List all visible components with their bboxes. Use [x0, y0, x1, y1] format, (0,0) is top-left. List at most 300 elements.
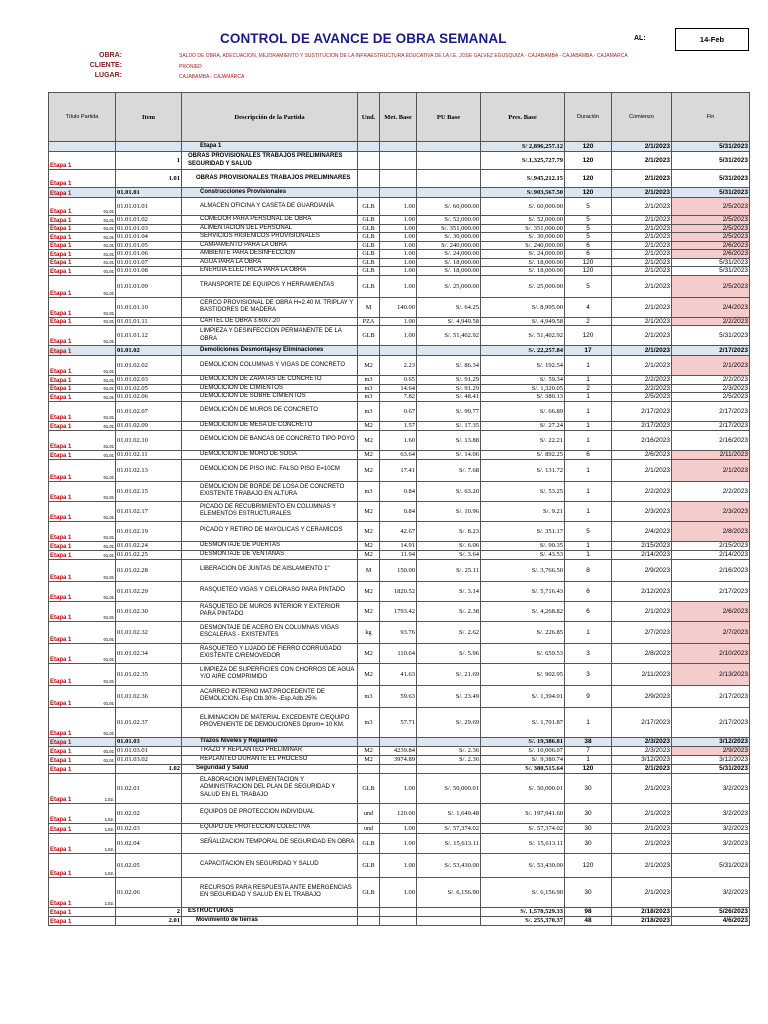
cell-met-base[interactable]: 110.64 [380, 643, 417, 663]
cell-pres-base[interactable]: S/. 59.34 [481, 376, 565, 385]
table-row[interactable] [49, 317, 750, 326]
cell-met-base[interactable]: 93.76 [380, 621, 417, 643]
cell-pu-base[interactable]: S/. 53,430.00 [417, 853, 481, 877]
cell-comienzo[interactable]: 2/15/2023 [612, 541, 672, 550]
cell-und[interactable]: M2 [358, 541, 380, 550]
cell-pu-base[interactable]: S/. 5.96 [417, 643, 481, 663]
cell-fin[interactable]: 2/1/2023 [672, 459, 750, 481]
cell-duracion[interactable]: 6 [565, 250, 612, 259]
cell-titulo[interactable] [49, 198, 116, 216]
cell-duracion[interactable]: 38 [565, 737, 612, 746]
cell-pu-base[interactable]: S/. 60,000.00 [417, 198, 481, 216]
cell-fin[interactable]: 2/6/2023 [672, 601, 750, 621]
cell-pu-base[interactable]: S/. 21.69 [417, 663, 481, 685]
cell-item[interactable]: 01.01.01 [116, 188, 182, 198]
cell-met-base[interactable]: 1.00 [380, 198, 417, 216]
cell-descripcion[interactable]: TRAZO Y REPLANTEO PRELIMINAR [182, 746, 358, 755]
cell-item[interactable]: 01.01.01.04 [116, 233, 182, 242]
cell-descripcion[interactable]: OBRAS PROVISIONALES TRABAJOS PRELIMINARES [182, 170, 358, 188]
cell-titulo[interactable] [49, 601, 116, 621]
cell-fin[interactable]: 5/31/2023 [672, 764, 750, 773]
table-row[interactable] [49, 250, 750, 259]
cell-met-base[interactable]: 57.71 [380, 707, 417, 737]
table-row[interactable] [49, 481, 750, 501]
cell-pres-base[interactable]: S/. 1,320.05 [481, 384, 565, 393]
cell-fin[interactable]: 3/2/2023 [672, 877, 750, 907]
cell-descripcion[interactable]: DEMOLICION DE BORDE DE LOSA DE CONCRETO EXISTENTE TRABAJO EN ALTURA [182, 481, 358, 501]
cell-pu-base[interactable]: S/. 15,613.11 [417, 833, 481, 853]
cell-pu-base[interactable]: S/. 48.41 [417, 393, 481, 402]
cell-descripcion[interactable]: ESTRUCTURAS [182, 907, 358, 916]
cell-comienzo[interactable]: 2/1/2023 [612, 297, 672, 317]
cell-pres-base[interactable]: S/. 15,613.11 [481, 833, 565, 853]
cell-duracion[interactable]: 1 [565, 356, 612, 376]
cell-comienzo[interactable]: 2/1/2023 [612, 267, 672, 276]
cell-item[interactable]: 01.01.01.03 [116, 224, 182, 233]
cell-pu-base[interactable]: S/. 17.35 [417, 421, 481, 430]
table-row[interactable] [49, 877, 750, 907]
cell-pu-base[interactable]: S/. 18,000.00 [417, 267, 481, 276]
cell-pu-base[interactable]: S/. 30,000.00 [417, 233, 481, 242]
cell-met-base[interactable]: 1.00 [380, 853, 417, 877]
cell-met-base[interactable] [380, 142, 417, 152]
cell-comienzo[interactable]: 2/1/2023 [612, 170, 672, 188]
cell-titulo[interactable] [49, 346, 116, 356]
cell-item[interactable]: 1 [116, 152, 182, 170]
cell-met-base[interactable]: 1.00 [380, 241, 417, 250]
cell-titulo[interactable] [49, 459, 116, 481]
cell-titulo[interactable] [49, 152, 116, 170]
cell-duracion[interactable]: 30 [565, 833, 612, 853]
cell-met-base[interactable]: 1.00 [380, 773, 417, 803]
cell-und[interactable]: M2 [358, 755, 380, 764]
cell-und[interactable] [358, 737, 380, 746]
cell-pu-base[interactable]: S/. 7.68 [417, 459, 481, 481]
cell-duracion[interactable]: 30 [565, 773, 612, 803]
cell-met-base[interactable]: 0.67 [380, 401, 417, 421]
cell-und[interactable]: GLB [358, 233, 380, 242]
cell-pres-base[interactable]: S/. 380,515.64 [481, 764, 565, 773]
cell-und[interactable]: GLB [358, 275, 380, 297]
cell-duracion[interactable]: 1 [565, 481, 612, 501]
cell-pu-base[interactable]: S/. 10.96 [417, 501, 481, 521]
cell-descripcion[interactable]: ALIMENTACION DEL PERSONAL [182, 224, 358, 233]
table-row[interactable] [49, 188, 750, 198]
cell-pres-base[interactable]: S/. 90.35 [481, 541, 565, 550]
cell-duracion[interactable]: 120 [565, 142, 612, 152]
cell-titulo[interactable] [49, 170, 116, 188]
cell-descripcion[interactable]: DEMOLICION DE MESA DE CONCRETO [182, 421, 358, 430]
cell-duracion[interactable]: 6 [565, 601, 612, 621]
cell-item[interactable]: 1.01 [116, 170, 182, 188]
cell-comienzo[interactable]: 2/3/2023 [612, 737, 672, 746]
cell-und[interactable]: GLB [358, 326, 380, 346]
cell-pu-base[interactable]: S/. 8.23 [417, 521, 481, 541]
table-row[interactable] [49, 823, 750, 833]
cell-pres-base[interactable]: S/. 50,000.01 [481, 773, 565, 803]
cell-met-base[interactable]: 0.84 [380, 481, 417, 501]
cell-duracion[interactable]: 1 [565, 430, 612, 450]
cell-comienzo[interactable]: 2/1/2023 [612, 764, 672, 773]
table-row[interactable] [49, 916, 750, 925]
cell-und[interactable]: GLB [358, 258, 380, 267]
cell-pres-base[interactable]: S/. 380.13 [481, 393, 565, 402]
cell-und[interactable] [358, 142, 380, 152]
cell-item[interactable]: 01.01.02.17 [116, 501, 182, 521]
cell-pres-base[interactable]: S/. 1,394.01 [481, 685, 565, 707]
cell-titulo[interactable] [49, 393, 116, 402]
table-row[interactable] [49, 356, 750, 376]
cell-titulo[interactable] [49, 267, 116, 276]
cell-und[interactable]: M2 [358, 501, 380, 521]
cell-comienzo[interactable]: 2/1/2023 [612, 142, 672, 152]
cell-pres-base[interactable]: S/. 53.25 [481, 481, 565, 501]
cell-descripcion[interactable]: COMEDOR PARA PERSONAL DE OBRA [182, 216, 358, 225]
cell-item[interactable]: 01.01.02.11 [116, 450, 182, 459]
table-row[interactable] [49, 326, 750, 346]
cell-und[interactable]: GLB [358, 267, 380, 276]
cell-item[interactable]: 01.01.02.15 [116, 481, 182, 501]
cell-descripcion[interactable]: CAPACITACION EN SEGURIDAD Y SALUD [182, 853, 358, 877]
table-row[interactable] [49, 450, 750, 459]
cell-fin[interactable]: 2/2/2023 [672, 376, 750, 385]
cell-met-base[interactable]: 4239.84 [380, 746, 417, 755]
cell-und[interactable]: m3 [358, 685, 380, 707]
cell-fin[interactable]: 2/5/2023 [672, 393, 750, 402]
cell-titulo[interactable] [49, 663, 116, 685]
table-row[interactable] [49, 233, 750, 242]
cell-pres-base[interactable]: S/. 10,006.07 [481, 746, 565, 755]
cell-duracion[interactable]: 120 [565, 170, 612, 188]
cell-comienzo[interactable]: 2/11/2023 [612, 663, 672, 685]
cell-und[interactable]: GLB [358, 773, 380, 803]
table-row[interactable] [49, 755, 750, 764]
cell-fin[interactable]: 2/2/2023 [672, 317, 750, 326]
cell-duracion[interactable]: 5 [565, 198, 612, 216]
cell-met-base[interactable]: 1820.52 [380, 581, 417, 601]
cell-descripcion[interactable]: Seguridad y Salud [182, 764, 358, 773]
cell-pres-base[interactable]: S/. 4,268.82 [481, 601, 565, 621]
cell-comienzo[interactable]: 2/1/2023 [612, 773, 672, 803]
cell-pres-base[interactable]: S/. 192.54 [481, 356, 565, 376]
cell-duracion[interactable]: 98 [565, 907, 612, 916]
cell-descripcion[interactable]: DEMOLICION DE PISO INC. FALSO PISO E=10CM [182, 459, 358, 481]
cell-comienzo[interactable]: 2/1/2023 [612, 188, 672, 198]
cell-descripcion[interactable]: DEMOLICION DE BANCAS DE CONCRETO TIPO POYO [182, 430, 358, 450]
cell-titulo[interactable] [49, 384, 116, 393]
cell-duracion[interactable]: 1 [565, 707, 612, 737]
cell-item[interactable]: 01.01.01.08 [116, 267, 182, 276]
cell-titulo[interactable] [49, 501, 116, 521]
cell-pu-base[interactable]: S/. 14.06 [417, 450, 481, 459]
cell-fin[interactable]: 2/11/2023 [672, 450, 750, 459]
cell-pres-base[interactable]: S/. 18,000.00 [481, 267, 565, 276]
cell-titulo[interactable] [49, 746, 116, 755]
cell-und[interactable]: M2 [358, 643, 380, 663]
table-row[interactable] [49, 459, 750, 481]
cell-met-base[interactable] [380, 764, 417, 773]
cell-met-base[interactable]: 1.00 [380, 250, 417, 259]
cell-duracion[interactable]: 5 [565, 275, 612, 297]
cell-pu-base[interactable]: S/. 99.77 [417, 401, 481, 421]
cell-met-base[interactable]: 17.41 [380, 459, 417, 481]
cell-pu-base[interactable]: S/. 29.69 [417, 707, 481, 737]
cell-met-base[interactable]: 1.00 [380, 233, 417, 242]
cell-comienzo[interactable]: 2/1/2023 [612, 241, 672, 250]
cell-fin[interactable]: 2/17/2023 [672, 421, 750, 430]
cell-fin[interactable]: 5/31/2023 [672, 152, 750, 170]
cell-descripcion[interactable]: Construcciones Provisionales [182, 188, 358, 198]
cell-und[interactable]: M2 [358, 521, 380, 541]
cell-met-base[interactable]: 0.84 [380, 501, 417, 521]
cell-fin[interactable]: 5/31/2023 [672, 853, 750, 877]
cell-item[interactable]: 01.01.02.36 [116, 685, 182, 707]
cell-titulo[interactable] [49, 737, 116, 746]
cell-descripcion[interactable]: ENERGIA ELECTRICA PARA LA OBRA [182, 267, 358, 276]
cell-met-base[interactable] [380, 737, 417, 746]
cell-met-base[interactable]: 0.65 [380, 376, 417, 385]
cell-titulo[interactable] [49, 877, 116, 907]
cell-pu-base[interactable]: S/. 57,374.02 [417, 823, 481, 833]
cell-comienzo[interactable]: 2/3/2023 [612, 501, 672, 521]
cell-duracion[interactable]: 48 [565, 916, 612, 925]
cell-pres-base[interactable]: S/. 66.89 [481, 401, 565, 421]
table-row[interactable] [49, 764, 750, 773]
cell-item[interactable]: 01.02.03 [116, 823, 182, 833]
cell-pu-base[interactable] [417, 907, 481, 916]
cell-pu-base[interactable]: S/. 3.14 [417, 581, 481, 601]
cell-comienzo[interactable]: 2/1/2023 [612, 877, 672, 907]
cell-pres-base[interactable]: S/. 19,386.81 [481, 737, 565, 746]
cell-titulo[interactable] [49, 853, 116, 877]
table-row[interactable] [49, 621, 750, 643]
cell-und[interactable]: GLB [358, 198, 380, 216]
cell-pu-base[interactable]: S/. 351,000.00 [417, 224, 481, 233]
cell-descripcion[interactable]: CARTEL DE OBRA 3.60x7.20 [182, 317, 358, 326]
cell-und[interactable]: m3 [358, 376, 380, 385]
cell-comienzo[interactable]: 2/1/2023 [612, 803, 672, 823]
cell-item[interactable]: 01.01.01.10 [116, 297, 182, 317]
cell-met-base[interactable]: 11.94 [380, 550, 417, 559]
cell-duracion[interactable]: 2 [565, 384, 612, 393]
cell-item[interactable]: 01.02.06 [116, 877, 182, 907]
cell-duracion[interactable]: 5 [565, 521, 612, 541]
cell-und[interactable]: kg [358, 621, 380, 643]
cell-comienzo[interactable]: 2/1/2023 [612, 198, 672, 216]
cell-fin[interactable]: 3/12/2023 [672, 737, 750, 746]
table-row[interactable] [49, 550, 750, 559]
cell-fin[interactable]: 2/17/2023 [672, 346, 750, 356]
cell-duracion[interactable]: 30 [565, 823, 612, 833]
cell-descripcion[interactable]: SERVICIOS HIGIENICOS PROVISIONALES [182, 233, 358, 242]
cell-pu-base[interactable]: S/. 1,649.48 [417, 803, 481, 823]
cell-titulo[interactable] [49, 755, 116, 764]
cell-descripcion[interactable]: OBRAS PROVISIONALES TRABAJOS PRELIMINARES SEGURIDAD Y SALUD [182, 152, 358, 170]
cell-und[interactable]: M2 [358, 601, 380, 621]
cell-fin[interactable]: 2/17/2023 [672, 401, 750, 421]
cell-item[interactable]: 01.01.02.37 [116, 707, 182, 737]
cell-fin[interactable]: 5/31/2023 [672, 188, 750, 198]
cell-fin[interactable]: 2/17/2023 [672, 581, 750, 601]
cell-comienzo[interactable]: 2/5/2023 [612, 393, 672, 402]
cell-comienzo[interactable]: 2/1/2023 [612, 275, 672, 297]
cell-item[interactable]: 01.02.04 [116, 833, 182, 853]
cell-descripcion[interactable]: EQUIPO DE PROTECCION COLECTIVA [182, 823, 358, 833]
cell-item[interactable]: 01.01.01.06 [116, 250, 182, 259]
cell-und[interactable]: M2 [358, 356, 380, 376]
table-row[interactable] [49, 258, 750, 267]
cell-comienzo[interactable]: 2/12/2023 [612, 581, 672, 601]
table-row[interactable] [49, 421, 750, 430]
cell-met-base[interactable] [380, 916, 417, 925]
cell-pu-base[interactable] [417, 346, 481, 356]
cell-item[interactable]: 01.01.02.07 [116, 401, 182, 421]
cell-fin[interactable]: 5/26/2023 [672, 907, 750, 916]
cell-titulo[interactable] [49, 421, 116, 430]
cell-pres-base[interactable]: S/.1,325,727.79 [481, 152, 565, 170]
cell-titulo[interactable] [49, 559, 116, 581]
cell-titulo[interactable] [49, 258, 116, 267]
cell-titulo[interactable] [49, 581, 116, 601]
cell-duracion[interactable]: 30 [565, 803, 612, 823]
cell-und[interactable]: m3 [358, 384, 380, 393]
cell-fin[interactable]: 2/8/2023 [672, 521, 750, 541]
cell-duracion[interactable]: 2 [565, 317, 612, 326]
cell-fin[interactable]: 2/14/2023 [672, 550, 750, 559]
cell-item[interactable]: 01.01.02.28 [116, 559, 182, 581]
cell-und[interactable]: m3 [358, 481, 380, 501]
cell-descripcion[interactable]: DEMOLICION DE SOBRE CIMIENTOS [182, 393, 358, 402]
cell-comienzo[interactable]: 2/1/2023 [612, 823, 672, 833]
table-row[interactable] [49, 737, 750, 746]
cell-comienzo[interactable]: 2/2/2023 [612, 384, 672, 393]
cell-comienzo[interactable]: 2/17/2023 [612, 421, 672, 430]
cell-met-base[interactable]: 42.67 [380, 521, 417, 541]
cell-und[interactable] [358, 188, 380, 198]
cell-descripcion[interactable]: DEMOLICION DE ZAPATAS DE CONCRETO [182, 376, 358, 385]
cell-descripcion[interactable]: Movimiento de tierras [182, 916, 358, 925]
cell-fin[interactable]: 2/6/2023 [672, 250, 750, 259]
cell-item[interactable]: 01.01.01.07 [116, 258, 182, 267]
cell-duracion[interactable]: 3 [565, 643, 612, 663]
cell-pres-base[interactable]: S/. 53,430.00 [481, 853, 565, 877]
cell-item[interactable]: 01.01.01.02 [116, 216, 182, 225]
cell-und[interactable] [358, 916, 380, 925]
cell-met-base[interactable]: 1.00 [380, 267, 417, 276]
cell-pu-base[interactable]: S/. 2.38 [417, 601, 481, 621]
cell-und[interactable]: M [358, 297, 380, 317]
cell-duracion[interactable]: 1 [565, 755, 612, 764]
table-row[interactable] [49, 275, 750, 297]
cell-pres-base[interactable]: S/. 659.53 [481, 643, 565, 663]
cell-und[interactable] [358, 346, 380, 356]
cell-und[interactable]: PZA [358, 317, 380, 326]
cell-pu-base[interactable]: S/. 6.06 [417, 541, 481, 550]
cell-descripcion[interactable]: LIMPIEZA Y DESINFECCION PERMANENTE DE LA OBRA [182, 326, 358, 346]
cell-und[interactable]: GLB [358, 250, 380, 259]
cell-met-base[interactable]: 140.00 [380, 297, 417, 317]
cell-fin[interactable]: 5/31/2023 [672, 267, 750, 276]
cell-und[interactable]: M2 [358, 550, 380, 559]
cell-pu-base[interactable]: S/. 6,156.90 [417, 877, 481, 907]
cell-met-base[interactable]: 1793.42 [380, 601, 417, 621]
cell-item[interactable]: 01.01.03.02 [116, 755, 182, 764]
cell-titulo[interactable] [49, 541, 116, 550]
cell-duracion[interactable]: 8 [565, 559, 612, 581]
cell-comienzo[interactable]: 2/18/2023 [612, 907, 672, 916]
cell-titulo[interactable] [49, 521, 116, 541]
cell-item[interactable]: 01.01.01.11 [116, 317, 182, 326]
cell-met-base[interactable]: 150.00 [380, 559, 417, 581]
table-row[interactable] [49, 216, 750, 225]
cell-met-base[interactable]: 1.57 [380, 421, 417, 430]
cell-und[interactable] [358, 170, 380, 188]
cell-pu-base[interactable]: S/. 2.62 [417, 621, 481, 643]
cell-titulo[interactable] [49, 481, 116, 501]
cell-item[interactable]: 01.01.01.01 [116, 198, 182, 216]
cell-item[interactable]: 01.01.02.05 [116, 384, 182, 393]
cell-met-base[interactable]: 2.23 [380, 356, 417, 376]
cell-duracion[interactable]: 120 [565, 853, 612, 877]
cell-comienzo[interactable]: 2/1/2023 [612, 853, 672, 877]
cell-item[interactable]: 01.01.02.34 [116, 643, 182, 663]
cell-comienzo[interactable]: 2/17/2023 [612, 707, 672, 737]
cell-descripcion[interactable]: AMBIENTE PARA DESINFECCION [182, 250, 358, 259]
cell-item[interactable]: 01.01.02.06 [116, 393, 182, 402]
cell-pres-base[interactable]: S/. 4,949.58 [481, 317, 565, 326]
cell-comienzo[interactable]: 2/1/2023 [612, 601, 672, 621]
cell-pres-base[interactable]: S/. 5,716.43 [481, 581, 565, 601]
cell-comienzo[interactable]: 2/1/2023 [612, 317, 672, 326]
cell-pu-base[interactable] [417, 170, 481, 188]
cell-duracion[interactable]: 4 [565, 297, 612, 317]
cell-pu-base[interactable]: S/. 23.49 [417, 685, 481, 707]
cell-comienzo[interactable]: 2/1/2023 [612, 216, 672, 225]
cell-comienzo[interactable]: 2/2/2023 [612, 376, 672, 385]
cell-descripcion[interactable]: REPLANTEO DURANTE EL PROCESO [182, 755, 358, 764]
cell-duracion[interactable]: 5 [565, 224, 612, 233]
cell-fin[interactable]: 4/6/2023 [672, 916, 750, 925]
cell-met-base[interactable] [380, 907, 417, 916]
cell-fin[interactable]: 3/12/2023 [672, 755, 750, 764]
table-row[interactable] [49, 501, 750, 521]
cell-und[interactable]: M2 [358, 450, 380, 459]
cell-pres-base[interactable]: S/. 25,000.00 [481, 275, 565, 297]
cell-duracion[interactable]: 1 [565, 401, 612, 421]
cell-und[interactable]: und [358, 803, 380, 823]
cell-comienzo[interactable]: 2/3/2023 [612, 746, 672, 755]
cell-fin[interactable]: 2/16/2023 [672, 430, 750, 450]
cell-und[interactable] [358, 764, 380, 773]
cell-duracion[interactable]: 1 [565, 376, 612, 385]
cell-comienzo[interactable]: 2/18/2023 [612, 916, 672, 925]
cell-item[interactable] [116, 142, 182, 152]
cell-pres-base[interactable]: S/. 131.72 [481, 459, 565, 481]
table-row[interactable] [49, 663, 750, 685]
table-row[interactable] [49, 907, 750, 916]
cell-item[interactable]: 01.02.02 [116, 803, 182, 823]
cell-pres-base[interactable]: S/. 9,380.74 [481, 755, 565, 764]
cell-pres-base[interactable]: S/. 197,941.60 [481, 803, 565, 823]
cell-pu-base[interactable]: S/. 51,402.92 [417, 326, 481, 346]
cell-item[interactable]: 01.01.02.19 [116, 521, 182, 541]
cell-titulo[interactable] [49, 450, 116, 459]
cell-pres-base[interactable]: S/. 9.21 [481, 501, 565, 521]
cell-pres-base[interactable]: S/. 6,156.90 [481, 877, 565, 907]
cell-descripcion[interactable]: DESMONTAJE DE PUERTAS [182, 541, 358, 550]
table-row[interactable] [49, 346, 750, 356]
cell-duracion[interactable]: 5 [565, 216, 612, 225]
